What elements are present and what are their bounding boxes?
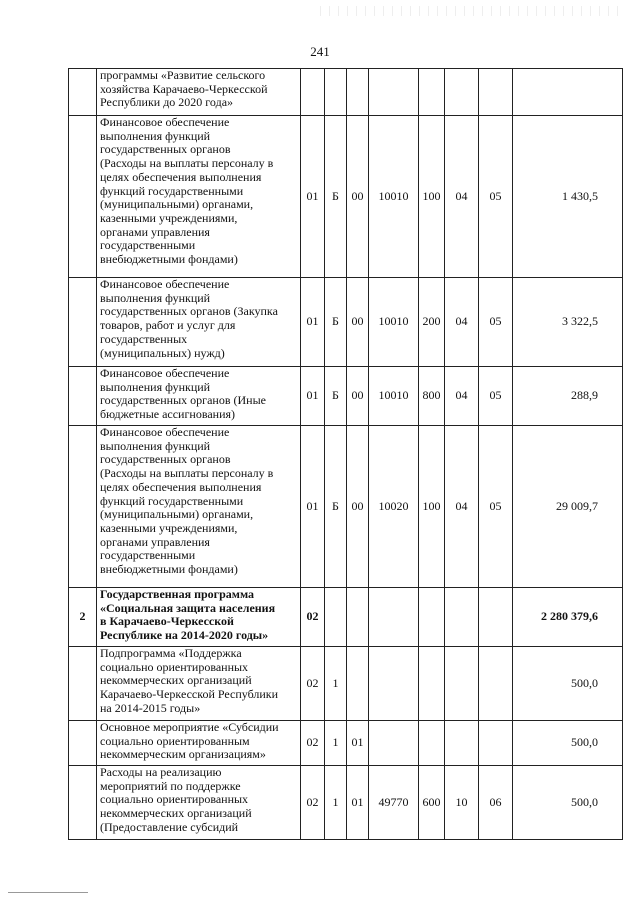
table-row <box>69 426 623 588</box>
table-row <box>69 69 623 116</box>
code-section <box>445 721 479 766</box>
code-subsection <box>479 647 513 721</box>
code-direction <box>369 721 419 766</box>
item-name: Финансовое обеспечение выполнения функций государственных органов (Иные бюджетные ассигнования) <box>97 367 301 426</box>
code-subsection <box>479 588 513 647</box>
table-row <box>69 766 623 840</box>
amount-cell: 500,0 <box>513 647 623 721</box>
code-direction: 10010 <box>369 116 419 278</box>
code-expense-type: 600 <box>419 766 445 840</box>
code-section: 04 <box>445 278 479 367</box>
amount-cell: 288,9 <box>513 367 623 426</box>
code-program: 02 <box>301 647 325 721</box>
amount-cell: 2 280 379,6 <box>513 588 623 647</box>
code-section: 10 <box>445 766 479 840</box>
scan-noise <box>320 6 620 16</box>
row-number <box>69 721 97 766</box>
code-section <box>445 647 479 721</box>
row-number <box>69 426 97 588</box>
table-row <box>69 721 623 766</box>
code-section <box>445 69 479 116</box>
code-direction: 10010 <box>369 278 419 367</box>
row-number <box>69 116 97 278</box>
code-measure: 00 <box>347 278 369 367</box>
code-direction: 10020 <box>369 426 419 588</box>
code-direction: 10010 <box>369 367 419 426</box>
item-name: программы «Развитие сельского хозяйства Карачаево-Черкесской Республики до 2020 года» <box>97 69 301 116</box>
row-number <box>69 766 97 840</box>
item-name: Государственная программа «Социальная защита населения в Карачаево-Черкесской Республике на 2014-2020 годы» <box>97 588 301 647</box>
row-number <box>69 69 97 116</box>
row-number <box>69 367 97 426</box>
code-measure: 00 <box>347 426 369 588</box>
item-name: Финансовое обеспечение выполнения функций государственных органов (Расходы на выплаты персоналу в целях обеспечения выполнения функций государственными (муниципальными) органами, казенными учреждениями, органами управления государственными внебюджетными фондами) <box>97 426 301 588</box>
code-program: 02 <box>301 721 325 766</box>
code-section: 04 <box>445 367 479 426</box>
code-expense-type: 100 <box>419 116 445 278</box>
code-subprogram: 1 <box>325 647 347 721</box>
amount-cell: 29 009,7 <box>513 426 623 588</box>
code-measure: 00 <box>347 116 369 278</box>
code-subsection <box>479 721 513 766</box>
code-direction <box>369 588 419 647</box>
code-subsection: 05 <box>479 278 513 367</box>
budget-table <box>68 68 623 840</box>
code-expense-type: 800 <box>419 367 445 426</box>
code-section <box>445 588 479 647</box>
code-expense-type <box>419 69 445 116</box>
code-expense-type <box>419 588 445 647</box>
code-subsection <box>479 69 513 116</box>
row-number <box>69 278 97 367</box>
code-expense-type: 200 <box>419 278 445 367</box>
item-name: Финансовое обеспечение выполнения функций государственных органов (Закупка товаров, работ и услуг для государственных (муниципальных) нужд) <box>97 278 301 367</box>
code-program: 01 <box>301 426 325 588</box>
item-name: Подпрограмма «Поддержка социально ориентированных некоммерческих организаций Карачаево-Черкесской Республики на 2014-2015 годы» <box>97 647 301 721</box>
code-measure: 01 <box>347 766 369 840</box>
code-measure <box>347 69 369 116</box>
code-subsection: 05 <box>479 426 513 588</box>
code-expense-type: 100 <box>419 426 445 588</box>
code-section: 04 <box>445 426 479 588</box>
code-subprogram: Б <box>325 278 347 367</box>
code-direction: 49770 <box>369 766 419 840</box>
code-expense-type <box>419 721 445 766</box>
code-program: 01 <box>301 116 325 278</box>
code-subsection: 05 <box>479 116 513 278</box>
code-subprogram: 1 <box>325 721 347 766</box>
amount-cell: 1 430,5 <box>513 116 623 278</box>
bottom-rule <box>8 892 88 893</box>
code-subprogram: Б <box>325 426 347 588</box>
page-number: 241 <box>310 44 330 59</box>
code-program: 02 <box>301 588 325 647</box>
code-measure <box>347 588 369 647</box>
amount-cell <box>513 69 623 116</box>
code-subprogram: 1 <box>325 766 347 840</box>
code-section: 04 <box>445 116 479 278</box>
code-expense-type <box>419 647 445 721</box>
table-row <box>69 278 623 367</box>
code-program <box>301 69 325 116</box>
code-measure: 00 <box>347 367 369 426</box>
code-measure <box>347 647 369 721</box>
table-row <box>69 647 623 721</box>
code-program: 02 <box>301 766 325 840</box>
amount-cell: 500,0 <box>513 721 623 766</box>
table-row <box>69 367 623 426</box>
code-subprogram <box>325 588 347 647</box>
row-number: 2 <box>69 588 97 647</box>
table-row <box>69 588 623 647</box>
item-name: Основное мероприятие «Субсидии социально ориентированным некоммерческим организациям» <box>97 721 301 766</box>
code-direction <box>369 647 419 721</box>
code-direction <box>369 69 419 116</box>
code-subsection: 05 <box>479 367 513 426</box>
code-program: 01 <box>301 278 325 367</box>
row-number <box>69 647 97 721</box>
code-subsection: 06 <box>479 766 513 840</box>
table-row <box>69 116 623 278</box>
item-name: Финансовое обеспечение выполнения функций государственных органов (Расходы на выплаты персоналу в целях обеспечения выполнения функций государственными (муниципальными) органами, казенными учреждениями, органами управления государственными внебюджетными фондами) <box>97 116 301 278</box>
code-subprogram: Б <box>325 116 347 278</box>
amount-cell: 3 322,5 <box>513 278 623 367</box>
amount-cell: 500,0 <box>513 766 623 840</box>
code-program: 01 <box>301 367 325 426</box>
code-subprogram <box>325 69 347 116</box>
item-name: Расходы на реализацию мероприятий по поддержке социально ориентированных некоммерческих организаций (Предоставление субсидий <box>97 766 301 840</box>
code-measure: 01 <box>347 721 369 766</box>
code-subprogram: Б <box>325 367 347 426</box>
